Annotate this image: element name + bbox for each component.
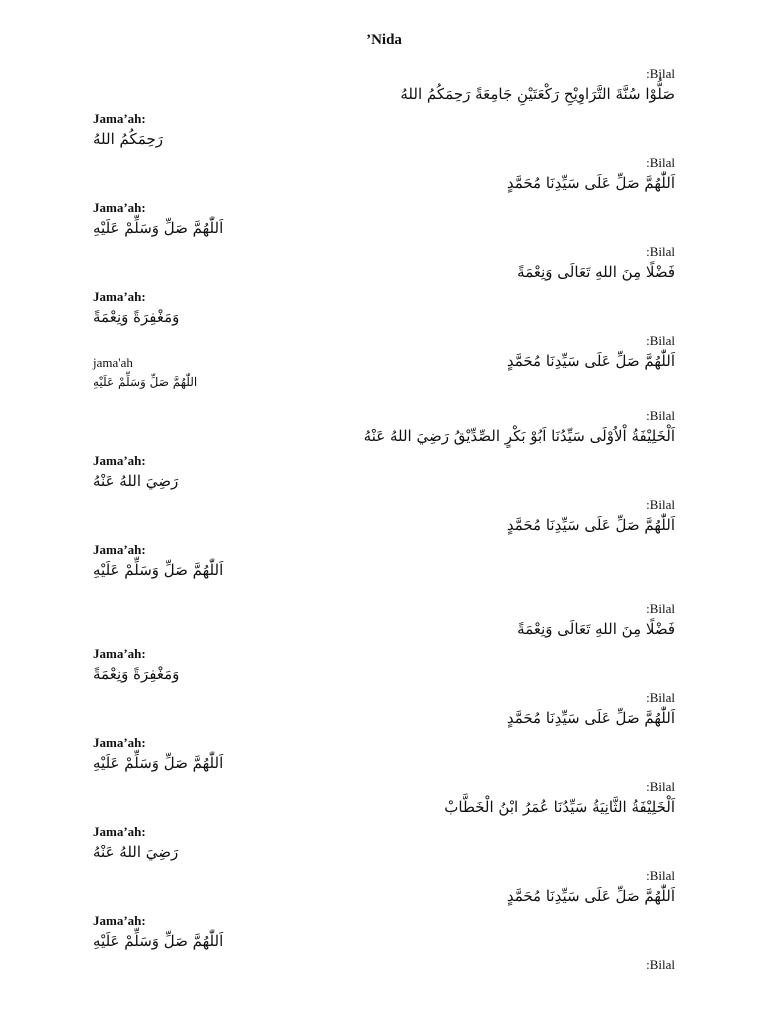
speaker-bilal: :Bilal: [646, 690, 675, 705]
speaker-jamaah: Jama’ah:: [93, 289, 146, 304]
speaker-jamaah: Jama’ah:: [93, 542, 146, 557]
speaker-jamaah: Jama’ah:: [93, 913, 146, 928]
arabic-line-bilal: فَضْلًا مِنَ اللهِ تَعَالَى وَنِعْمَةً: [517, 620, 675, 638]
arabic-line-jamaah: وَمَغْفِرَةً وَنِعْمَةً: [93, 665, 180, 683]
arabic-line-jamaah: اَللّٰهُمَّ صَلِّ وَسَلِّمْ عَلَيْهِ: [93, 219, 224, 237]
arabic-line-bilal: فَضْلًا مِنَ اللهِ تَعَالَى وَنِعْمَةً: [517, 263, 675, 281]
speaker-bilal: :Bilal: [646, 868, 675, 883]
arabic-line-bilal: اَللّٰهُمَّ صَلِّ عَلَى سَيِّدِنَا مُحَمَّدٍ: [506, 709, 675, 727]
speaker-jamaah: Jama’ah:: [93, 735, 146, 750]
speaker-bilal: :Bilal: [646, 155, 675, 170]
arabic-line-bilal: اَللّٰهُمَّ صَلِّ عَلَى سَيِّدِنَا مُحَمَّدٍ: [506, 352, 675, 370]
arabic-line-jamaah: رَضِيَ اللهُ عَنْهُ: [93, 843, 179, 861]
speaker-jamaah: Jama’ah:: [93, 646, 146, 661]
arabic-line-bilal: صَلُّوْا سُنَّةَ التَّرَاوِيْحِ رَكْعَتَيْنِ جَامِعَةً رَحِمَكُمُ اللهُ: [400, 85, 675, 103]
speaker-bilal: :Bilal: [646, 408, 675, 423]
arabic-line-jamaah: رَحِمَكُمُ اللهُ: [93, 130, 163, 148]
speaker-jamaah: Jama’ah:: [93, 824, 146, 839]
speaker-bilal: :Bilal: [646, 333, 675, 348]
speaker-bilal: :Bilal: [646, 66, 675, 81]
arabic-line-bilal: اَلْخَلِيْفَةُ اْلاُوْلَى سَيِّدُنَا اَبُوْ بَكْرٍ الصِّدِّيْقُ رَضِيَ اللهُ عَنْهُ: [363, 427, 675, 445]
arabic-line-jamaah: اَللّٰهُمَّ صَلِّ وَسَلِّمْ عَلَيْهِ: [93, 754, 224, 772]
arabic-line-bilal: اَللّٰهُمَّ صَلِّ عَلَى سَيِّدِنَا مُحَمَّدٍ: [506, 174, 675, 192]
speaker-jamaah: jama'ah: [93, 355, 133, 370]
arabic-line-jamaah: وَمَغْفِرَةً وَنِعْمَةً: [93, 308, 180, 326]
arabic-line-jamaah: اَللّٰهُمَّ صَلِّ وَسَلِّمْ عَلَيْهِ: [93, 932, 224, 950]
speaker-bilal: :Bilal: [646, 497, 675, 512]
arabic-line-bilal: اَللّٰهُمَّ صَلِّ عَلَى سَيِّدِنَا مُحَمَّدٍ: [506, 887, 675, 905]
speaker-bilal: :Bilal: [646, 957, 675, 972]
arabic-line-jamaah: رَضِيَ اللهُ عَنْهُ: [93, 472, 179, 490]
speaker-bilal: :Bilal: [646, 601, 675, 616]
speaker-bilal: :Bilal: [646, 779, 675, 794]
speaker-jamaah: Jama’ah:: [93, 111, 146, 126]
document-title: ’Nida: [366, 32, 402, 48]
speaker-jamaah: Jama’ah:: [93, 200, 146, 215]
arabic-line-jamaah: اللّٰهُمَّ صَلِّ وَسَلِّمْ عَلَيْهِ: [93, 375, 198, 389]
arabic-line-jamaah: اَللّٰهُمَّ صَلِّ وَسَلِّمْ عَلَيْهِ: [93, 561, 224, 579]
speaker-jamaah: Jama’ah:: [93, 453, 146, 468]
arabic-line-bilal: اَللّٰهُمَّ صَلِّ عَلَى سَيِّدِنَا مُحَمَّدٍ: [506, 516, 675, 534]
arabic-line-bilal: اَلْخَلِيْفَةُ الثَّانِيَةُ سَيِّدُنَا عُمَرُ ابْنُ الْخَطَّابْ: [444, 798, 675, 816]
speaker-bilal: :Bilal: [646, 244, 675, 259]
